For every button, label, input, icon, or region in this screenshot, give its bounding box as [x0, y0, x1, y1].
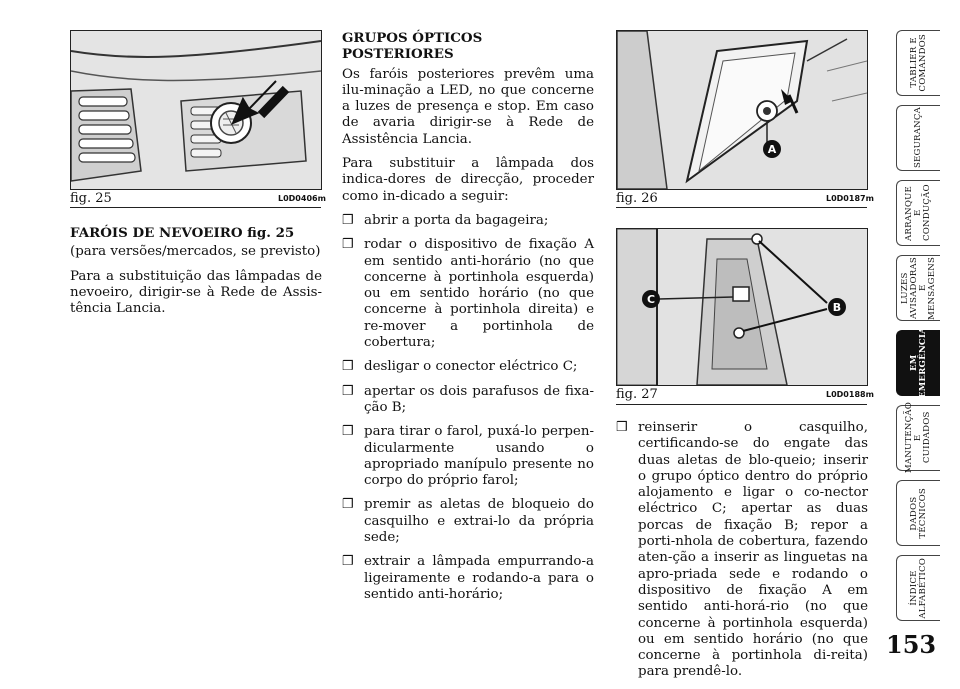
tab-label: TABLIER E COMANDOS: [908, 34, 928, 92]
list-item: ❒ para tirar o farol, puxá-lo perpen-dicularmente usando o apropriado manípulo presente no corpo do próprio farol;: [342, 424, 594, 489]
list-item: ❒ extrair a lâmpada empurrando-a ligeiramente e rodando-a para o sentido anti-horário;: [342, 554, 594, 603]
column-2: [342, 30, 594, 611]
rear-lights-heading: [342, 30, 594, 63]
rear-lights-para-1: Os faróis posteriores prevêm uma ilu-minação a LED, no que concerne a luzes de presença e stop. Em caso de avaria dirigir-se à Rede de Assistência Lancia.: [342, 66, 594, 147]
list-item: ❒ premir as aletas de bloqueio do casquilho e extrai-lo da própria sede;: [342, 497, 594, 546]
tab-seguranca[interactable]: [896, 105, 940, 171]
fog-lights-heading: FARÓIS DE NEVOEIRO fig. 25: [70, 225, 295, 241]
tab-manutencao-cuidados[interactable]: [896, 402, 940, 474]
fig-26-rule: [616, 207, 867, 208]
fig-25-label: fig. 25: [70, 191, 112, 206]
fig-26-code: L0D0187m: [826, 194, 874, 203]
callout-b: B: [832, 301, 842, 314]
cover-panel-illustration: [617, 31, 867, 189]
steps-list-continued: [616, 420, 868, 681]
list-item: ❒ desligar o conector eléctrico C;: [342, 359, 594, 375]
section-tabs: [896, 30, 940, 630]
tab-dados-tecnicos[interactable]: [896, 480, 940, 546]
fig-25-code: L0D0406m: [278, 194, 326, 203]
page-number: 153: [886, 630, 937, 659]
tab-em-emergencia[interactable]: [896, 327, 940, 399]
tab-label: LUZES AVISADORAS E MENSAGENS: [899, 256, 937, 320]
tab-label: ÍNDICE ALFABÉTICO: [908, 557, 928, 619]
list-item: ❒ abrir a porta da bagageira;: [342, 213, 594, 229]
fog-lights-subtitle: (para versões/mercados, se previsto): [70, 244, 321, 260]
tab-indice-alfabetico[interactable]: [896, 555, 940, 621]
rear-lights-heading-line1: GRUPOS ÓPTICOS: [342, 30, 483, 46]
callout-a: A: [767, 143, 777, 156]
fig-27-rule: [616, 404, 867, 405]
tab-arranque-conducao[interactable]: [896, 180, 940, 246]
column-1: [70, 225, 322, 325]
callout-c: C: [646, 293, 656, 306]
tab-label: MANUTENÇÃO E CUIDADOS: [904, 402, 932, 474]
fig-27-label: fig. 27: [616, 387, 658, 402]
fig-26-label: fig. 26: [616, 191, 658, 206]
fog-light-illustration: [71, 31, 321, 189]
fig-27-code: L0D0188m: [826, 390, 874, 399]
list-item: ❒ rodar o dispositivo de fixação A em sentido anti-horário (no que concerne à portinhola esquerda) ou em sentido horário (no que concerne à portinhola direita) e re-mover a portinhola de cobertura;: [342, 237, 594, 351]
list-item: ❒ apertar os dois parafusos de fixa-ção B;: [342, 384, 594, 417]
rear-lights-heading-line2: POSTERIORES: [342, 46, 454, 63]
tab-label: DADOS TÉCNICOS: [908, 487, 928, 539]
list-item: ❒ reinserir o casquilho, certificando-se do engate das duas aletas de blo-queio; inserir o grupo óptico dentro do próprio alojamento e ligar o co-nector eléctrico C; apertar as duas porcas de fixação B; repor a porti-nhola de cobertura, fazendo aten-ção a inserir as linguetas na apro-priada sede e rodando o dispositivo de fixação A em sentido anti-horá-rio (no que concerne à portinhola esquerda) ou em sentido horário (no que concerne à portinhola di-reita) para prendê-lo.: [616, 420, 868, 681]
tab-tablier-comandos[interactable]: [896, 30, 940, 96]
tab-label: SEGURANÇA: [913, 107, 923, 169]
steps-list: [342, 213, 594, 603]
figure-25-fog-light: [70, 30, 322, 190]
tab-label: EM EMERGÊNCIA: [908, 327, 928, 399]
fog-lights-paragraph: Para a substituição das lâmpadas de nevoeiro, dirigir-se à Rede de Assis-tência Lancia.: [70, 268, 322, 317]
light-cluster-illustration: [617, 229, 867, 385]
fig-25-rule: [70, 207, 321, 208]
column-3: [616, 420, 868, 689]
rear-lights-para-2: Para substituir a lâmpada dos indica-dores de direcção, proceder como in-dicado a seguir:: [342, 156, 594, 204]
figure-26-cover-panel: [616, 30, 868, 190]
tab-label: ARRANQUE E CONDUÇÃO: [904, 184, 932, 242]
figure-27-light-cluster: [616, 228, 868, 386]
tab-luzes-avisadoras[interactable]: [896, 255, 940, 321]
